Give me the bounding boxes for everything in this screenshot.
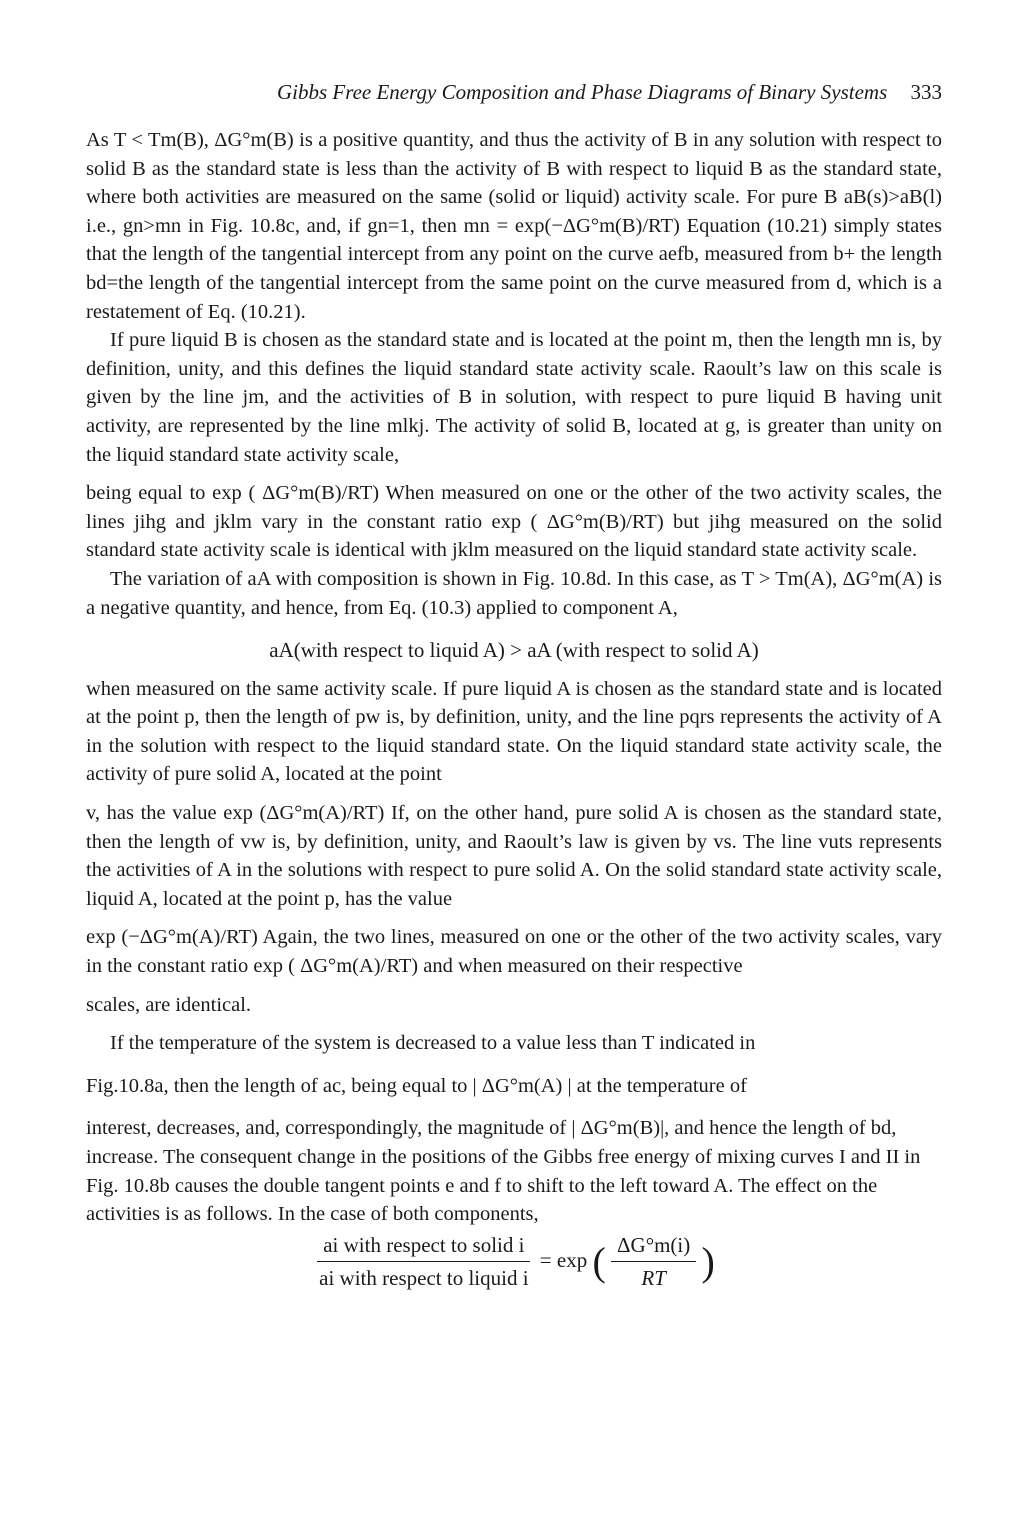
equation-exp-denominator: RT bbox=[641, 1266, 666, 1291]
equation-ratio-denominator: ai with respect to liquid i bbox=[319, 1266, 529, 1291]
paragraph-4: when measured on the same activity scale. If pure liquid A is chosen as the standard state and is located at the point p, then the length of pw is, by definition, unity, and the line pqrs represents the activity of A in the solution with respect to the liquid standard state. On the liquid standard state activity scale, the activity of pure solid A, located at the point bbox=[86, 677, 942, 786]
equation-activity-inequality: aA(with respect to liquid A) > aA (with respect to solid A) bbox=[269, 638, 759, 663]
paragraph-5: If the temperature of the system is decreased to a value less than T indicated in bbox=[110, 1032, 756, 1055]
running-header bbox=[150, 80, 942, 105]
equation-equals-exp: = exp bbox=[539, 1247, 588, 1272]
equation-ratio-numerator: ai with respect to solid i bbox=[317, 1231, 530, 1263]
equation-activity-ratio: $\frac{\text{ai with respect to solid i}}{\text{ai with respect to liquid i}}$ = exp ( $\frac{\Delta G^\circ m(i)}{RT}$ ) bbox=[86, 1231, 942, 1293]
paragraph-4-end: scales, are identical. bbox=[86, 993, 252, 1016]
paragraph-4-continued: v, has the value exp (ΔG°m(A)/RT) If, on the other hand, pure solid A is chosen as the standard state, then the length of vw is, by definition, unity, and Raoult’s law is given by vs. The line vuts represents the activities of A in the solutions with respect to pure solid A. On the solid standard state activity scale, liquid A, located at the point p, has the value bbox=[86, 802, 942, 910]
paragraph-2-continued: being equal to exp ( ΔG°m(B)/RT) When measured on one or the other of the two activity scales, the lines jihg and jklm vary in the constant ratio exp ( ΔG°m(B)/RT) but jihg measured on the solid standard state activity scale is identical with jklm measured on the liquid standard state activity scale. bbox=[86, 482, 942, 562]
paragraph-5-continued: Fig.10.8a, then the length of ac, being equal to | ΔG°m(A) | at the temperature of bbox=[86, 1074, 747, 1097]
page-number: 333 bbox=[910, 80, 942, 104]
paragraph-4-continued-2: exp (−ΔG°m(A)/RT) Again, the two lines, measured on one or the other of the two activity scales, vary in the constant ratio exp ( ΔG°m(A)/RT) and when measured on their respective bbox=[86, 926, 942, 978]
equation-exp-numerator: ΔG°m(i) bbox=[611, 1231, 696, 1263]
paragraph-5-continued-2: interest, decreases, and, correspondingly, the magnitude of | ΔG°m(B)|, and hence the length of bd, increase. The consequent change in the positions of the Gibbs free energy of mixing curves I and II in Fig. 10.8b causes the double tangent points e and f to shift to the left toward A. The effect on the activities is as follows. In the case of both components, bbox=[86, 1117, 921, 1226]
body-text bbox=[86, 126, 942, 1303]
running-title: Gibbs Free Energy Composition and Phase Diagrams of Binary Systems bbox=[276, 80, 888, 104]
paragraph-2: If pure liquid B is chosen as the standard state and is located at the point m, then the length mn is, by definition, unity, and this defines the liquid standard state activity scale. Raoult’s law on this scale is given by the line jm, and the activities of B in solution, with respect to pure liquid B having unit activity, are represented by the line mlkj. The activity of solid B, located at g, is greater than unity on the liquid standard state activity scale, bbox=[86, 329, 942, 466]
equation-exp-fraction bbox=[611, 1231, 696, 1293]
paragraph-3: The variation of aA with composition is shown in Fig. 10.8d. In this case, as T > Tm(A), ΔG°m(A) is a negative quantity, and hence, from Eq. (10.3) applied to component A, bbox=[86, 567, 942, 619]
equation-ratio-fraction bbox=[313, 1231, 534, 1293]
paragraph-1: As T < Tm(B), ΔG°m(B) is a positive quantity, and thus the activity of B in any solution with respect to solid B as the standard state is less than the activity of B with respect to liquid B as the standard state, where both activities are measured on the same (solid or liquid) activity scale. For pure B aB(s)>aB(l) i.e., gn>mn in Fig. 10.8c, and, if gn=1, then mn = exp(−ΔG°m(B)/RT) Equation (10.21) simply states that the length of the tangential intercept from any point on the curve aefb, measured from b+ the length bd=the length of the tangential intercept from the same point on the curve measured from d, which is a restatement of Eq. (10.21). bbox=[86, 129, 942, 323]
